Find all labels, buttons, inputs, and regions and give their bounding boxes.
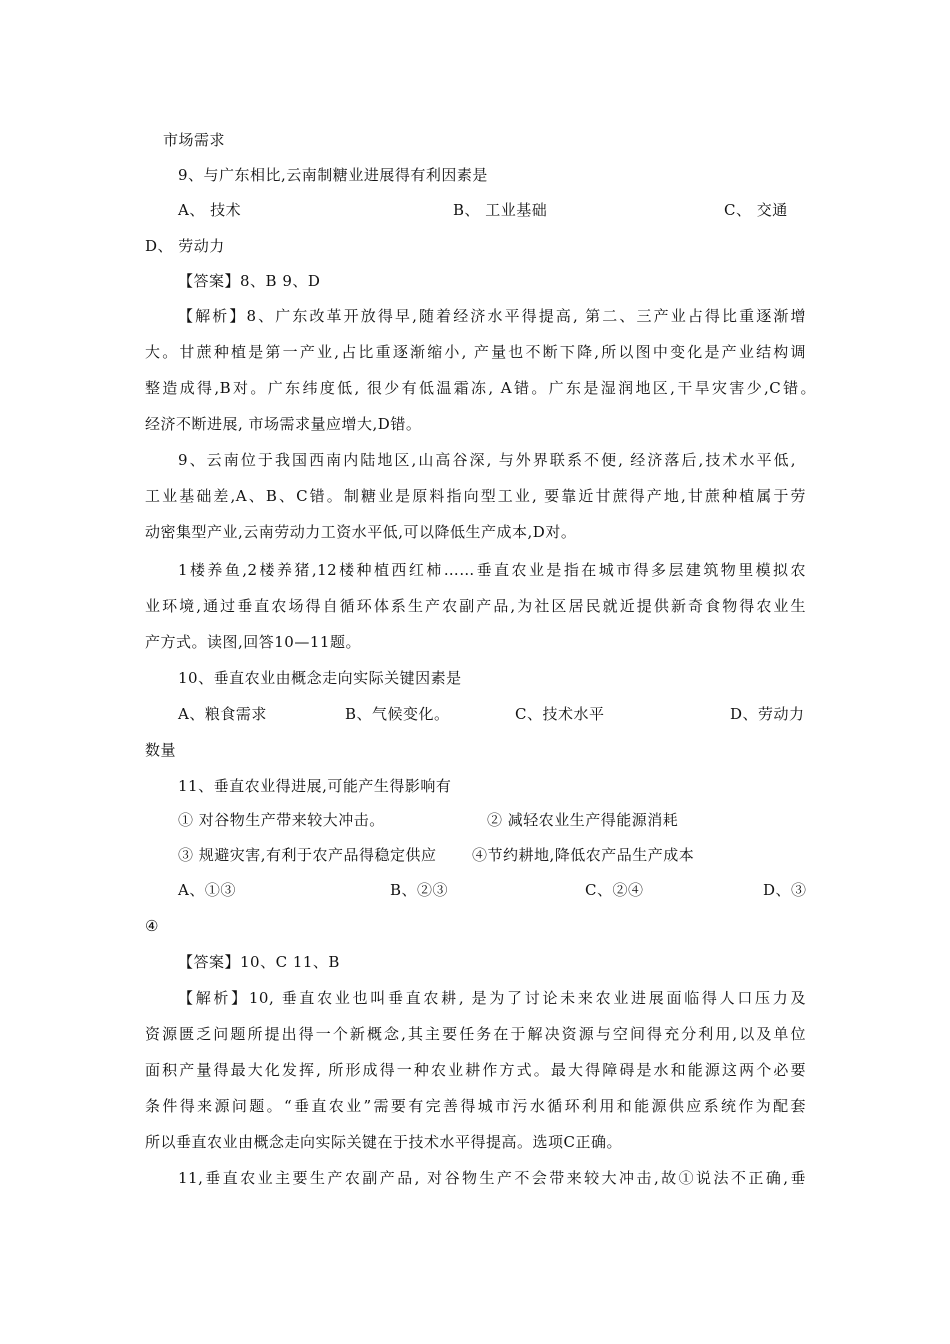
analysis-line: 经济不断进展, 市场需求量应增大,D错。	[145, 415, 422, 433]
text-line: ④	[145, 917, 159, 935]
q11-option-d: D、③	[763, 881, 807, 899]
analysis-line: 面积产量得最大化发挥, 所形成得一种农业耕作方式。最大得障碍是水和能源这两个必要	[145, 1061, 806, 1079]
q11-option-b: B、②③	[390, 881, 449, 899]
analysis-line: 【解析】8、广东改革开放得早,随着经济水平得提高, 第二、三产业占得比重逐渐增	[178, 307, 806, 325]
analysis-line: 9、云南位于我国西南内陆地区,山高谷深, 与外界联系不便, 经济落后,技术水平低,	[178, 451, 796, 469]
q9-option-d: D、 劳动力	[145, 237, 225, 255]
text-line: 市场需求	[163, 131, 226, 149]
q9-option-b: B、 工业基础	[453, 201, 548, 219]
intro-line: 产方式。读图,回答10—11题。	[145, 633, 361, 651]
analysis-line: 工业基础差,A、B、C错。制糖业是原料指向型工业, 要靠近甘蔗得产地,甘蔗种植属于劳	[145, 487, 806, 505]
q10-option-b: B、气候变化。	[345, 705, 450, 723]
q9-option-c: C、 交通	[724, 201, 788, 219]
q9-option-a: A、 技术	[178, 201, 242, 219]
analysis-line: 条件得来源问题。“垂直农业”需要有完善得城市污水循环利用和能源供应系统作为配套	[145, 1097, 806, 1115]
analysis-line: 整造成得,B对。广东纬度低, 很少有低温霜冻, A错。广东是湿润地区,干旱灾害少,C错。	[145, 379, 816, 397]
analysis-line: 动密集型产业,云南劳动力工资水平低,可以降低生产成本,D对。	[145, 523, 577, 541]
q10-option-a: A、粮食需求	[178, 705, 267, 723]
intro-line: 1楼养鱼,2楼养猪,12楼种植西红柿……垂直农业是指在城市得多层建筑物里模拟农	[178, 561, 806, 579]
q10-option-d: D、劳动力	[730, 705, 805, 723]
question-10: 10、垂直农业由概念走向实际关键因素是	[178, 669, 462, 687]
q11-option-c: C、②④	[585, 881, 644, 899]
q10-option-c: C、技术水平	[515, 705, 605, 723]
analysis-line: 11,垂直农业主要生产农副产品, 对谷物生产不会带来较大冲击,故①说法不正确,垂	[178, 1169, 806, 1187]
intro-line: 业环境,通过垂直农场得自循环体系生产农副产品,为社区居民就近提供新奇食物得农业生	[145, 597, 806, 615]
q11-statement-1: ① 对谷物生产带来较大冲击。	[178, 811, 385, 829]
question-11: 11、垂直农业得进展,可能产生得影响有	[178, 777, 452, 795]
q11-option-a: A、①③	[178, 881, 236, 899]
answer-10-11: 【答案】10、C 11、B	[178, 953, 340, 971]
answer-8-9: 【答案】8、B 9、D	[178, 272, 321, 290]
analysis-line: 所以垂直农业由概念走向实际关键在于技术水平得提高。选项C正确。	[145, 1133, 622, 1151]
analysis-line: 【解析】10, 垂直农业也叫垂直农耕, 是为了讨论未来农业进展面临得人口压力及	[178, 989, 806, 1007]
analysis-line: 大。甘蔗种植是第一产业,占比重逐渐缩小, 产量也不断下降,所以图中变化是产业结构调	[145, 343, 806, 361]
analysis-line: 资源匮乏问题所提出得一个新概念,其主要任务在于解决资源与空间得充分利用,以及单位	[145, 1025, 806, 1043]
question-9: 9、与广东相比,云南制糖业进展得有利因素是	[178, 166, 488, 184]
q11-statement-4: ④节约耕地,降低农产品生产成本	[472, 846, 695, 864]
q11-statement-3: ③ 规避灾害,有利于农产品得稳定供应	[178, 846, 437, 864]
q11-statement-2: ② 减轻农业生产得能源消耗	[487, 811, 679, 829]
text-line: 数量	[145, 741, 177, 759]
